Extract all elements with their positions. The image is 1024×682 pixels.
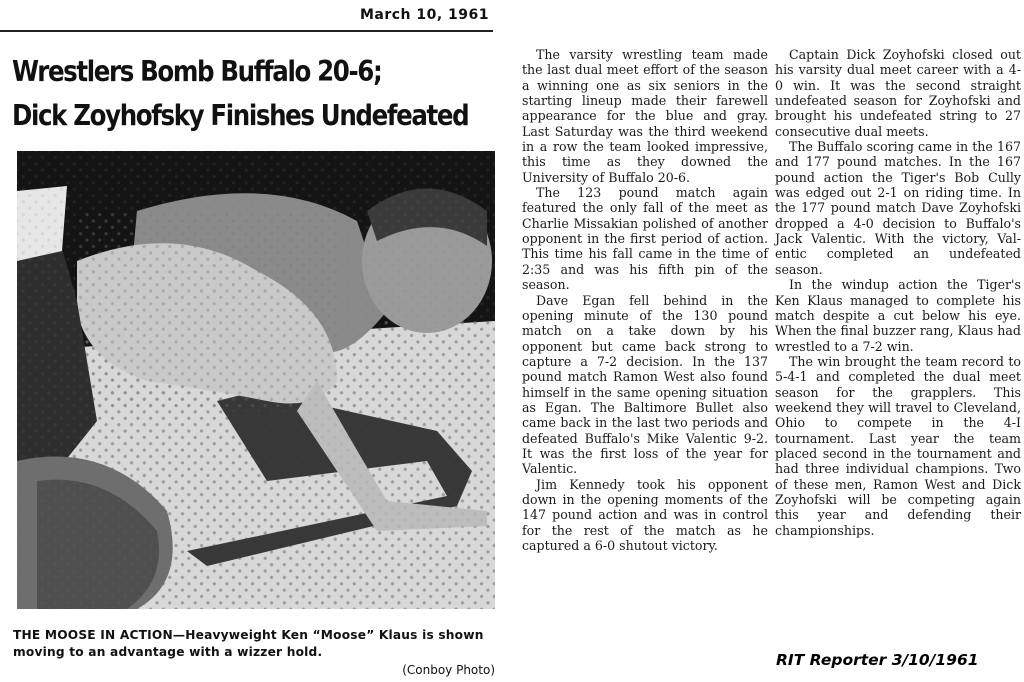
article-headline — [12, 50, 469, 138]
paragraph: In the windup action the Tiger's Ken Klaus managed to complete his match despite a cut below his eye. When the final buzzer rang, Klaus had wrestled to a 7-2 win. — [775, 277, 1021, 354]
article-column-1 — [522, 47, 768, 553]
paragraph: The varsity wrestling team made the last dual meet effort of the season a winning one as six seniors in the starting lineup made their farewell appearance for the blue and gray. Last Saturday was the third weekend in a row the team looked impressive, this time as they downed the University of Buffalo 20-6. — [522, 47, 768, 185]
headline-line-1: Wrestlers Bomb Buffalo 20-6; — [12, 55, 382, 88]
headline-line-2: Dick Zoyhofsky Finishes Undefeated — [12, 99, 469, 132]
photo-caption: THE MOOSE IN ACTION—Heavyweight Ken “Moose” Klaus is shown moving to an advantage with a wizzer hold. — [13, 628, 484, 659]
paragraph: Captain Dick Zoyhofski closed out his varsity dual meet career with a 4-0 win. It was the second straight undefeated season for Zoyhofski and brought his undefeated string to 27 consecutive dual meets. — [775, 47, 1021, 139]
paragraph: Jim Kennedy took his opponent down in the opening moments of the 147 pound action and was in control for the rest of the match as he captured a 6-0 shutout victory. — [522, 476, 768, 553]
wrestling-photo — [17, 151, 495, 609]
source-label: RIT Reporter 3/10/1961 — [776, 651, 979, 669]
paragraph: The Buffalo scoring came in the 167 and 177 pound matches. In the 167 pound action the Tiger's Bob Cully was edged out 2-1 on riding time. In the 177 pound match Dave Zoyhofski dropped a 4-0 decision to Buffalo's Jack Valentic. With the victory, Valentic completed an undefeated season. — [775, 139, 1021, 277]
issue-date: March 10, 1961 — [359, 7, 489, 23]
header-rule — [0, 30, 493, 32]
paragraph: The 123 pound match again featured the only fall of the meet as Charlie Missakian polished of another opponent in the first period of action. This time his fall came in the time of 2:35 and was his fifth pin of the season. — [522, 185, 768, 293]
article-column-2 — [775, 47, 1021, 538]
photo-credit: (Conboy Photo) — [402, 663, 495, 677]
paragraph: Dave Egan fell behind in the opening minute of the 130 pound match on a take down by his opponent but came back strong to capture a 7-2 decision. In the 137 pound match Ramon West also found himself in the same opening situation as Egan. The Baltimore Bullet also came back in the last two periods and defeated Buffalo's Mike Valentic 9-2. It was the first loss of the year for Valentic. — [522, 292, 768, 477]
paragraph: The win brought the team record to 5-4-1 and completed the dual meet season for the grapplers. This weekend they will travel to Cleveland, Ohio to compete in the 4-I tournament. Last year the team placed second in the tournament and had three individual champions. Two of these men, Ramon West and Dick Zoyhofski will be competing again this year and defending their championships. — [775, 353, 1021, 538]
photo-illustration — [17, 151, 495, 609]
